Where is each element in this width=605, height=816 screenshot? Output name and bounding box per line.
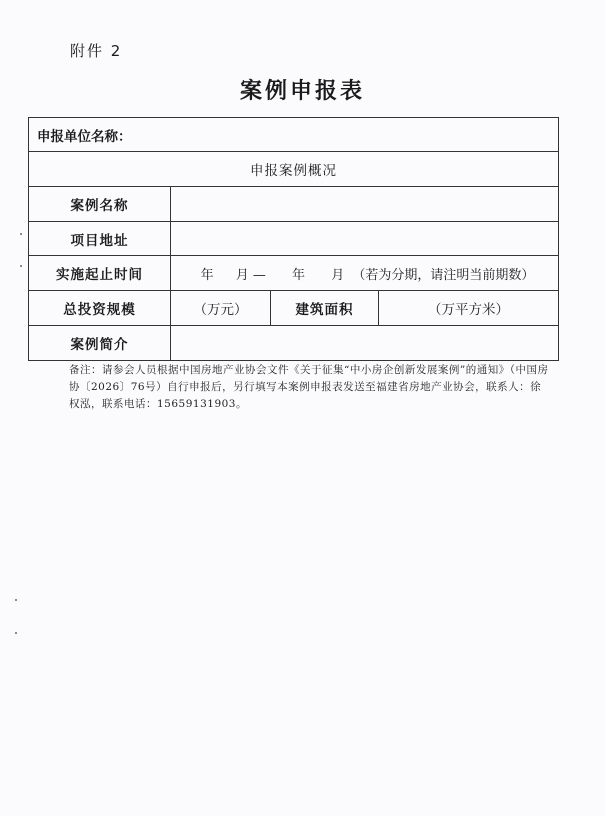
intro-row xyxy=(29,326,559,361)
address-label: 项目地址 xyxy=(29,222,171,256)
overview-row xyxy=(29,152,559,187)
address-row xyxy=(29,222,559,256)
scan-speck xyxy=(15,632,17,634)
investment-unit: （万元） xyxy=(193,302,248,318)
intro-field[interactable] xyxy=(171,326,559,361)
application-form-table xyxy=(28,117,559,361)
scan-speck xyxy=(20,265,22,267)
investment-row xyxy=(29,291,559,326)
area-label: 建筑面积 xyxy=(271,291,379,326)
investment-label: 总投资规模 xyxy=(29,291,171,326)
intro-label: 案例简介 xyxy=(29,326,171,361)
area-field[interactable] xyxy=(379,291,559,326)
address-field[interactable] xyxy=(171,222,559,256)
applicant-cell[interactable] xyxy=(29,118,559,152)
overview-label: 申报案例概况 xyxy=(250,163,337,179)
scan-speck xyxy=(15,599,17,601)
attachment-label: 附件 2 xyxy=(70,42,123,60)
period-year-start: 年 xyxy=(200,267,214,283)
footnote: 备注：请参会人员根据中国房地产业协会文件《关于征集“中小房企创新发展案例”的通知》（中国房协〔2026〕76号）自行申报后，另行填写本案例申报表发送至福建省房地产业协会，联系人：徐权泓，联系电话：15659131903。 xyxy=(69,364,549,410)
area-unit: （万平方米） xyxy=(428,302,509,318)
case-name-row xyxy=(29,187,559,222)
overview-cell xyxy=(29,152,559,187)
scan-speck xyxy=(20,233,22,235)
investment-field[interactable] xyxy=(171,291,271,326)
case-name-label: 案例名称 xyxy=(29,187,171,222)
period-label: 实施起止时间 xyxy=(29,256,171,291)
period-note: （若为分期，请注明当前期数） xyxy=(352,267,535,283)
period-month-start: 月 — xyxy=(235,267,266,283)
applicant-row xyxy=(29,118,559,152)
period-field[interactable] xyxy=(171,256,559,291)
period-year-end: 年 xyxy=(292,267,306,283)
page-title: 案例申报表 xyxy=(239,78,365,104)
case-name-field[interactable] xyxy=(171,187,559,222)
period-month-end: 月 xyxy=(331,267,345,283)
applicant-label: 申报单位名称： xyxy=(37,128,132,145)
period-row xyxy=(29,256,559,291)
